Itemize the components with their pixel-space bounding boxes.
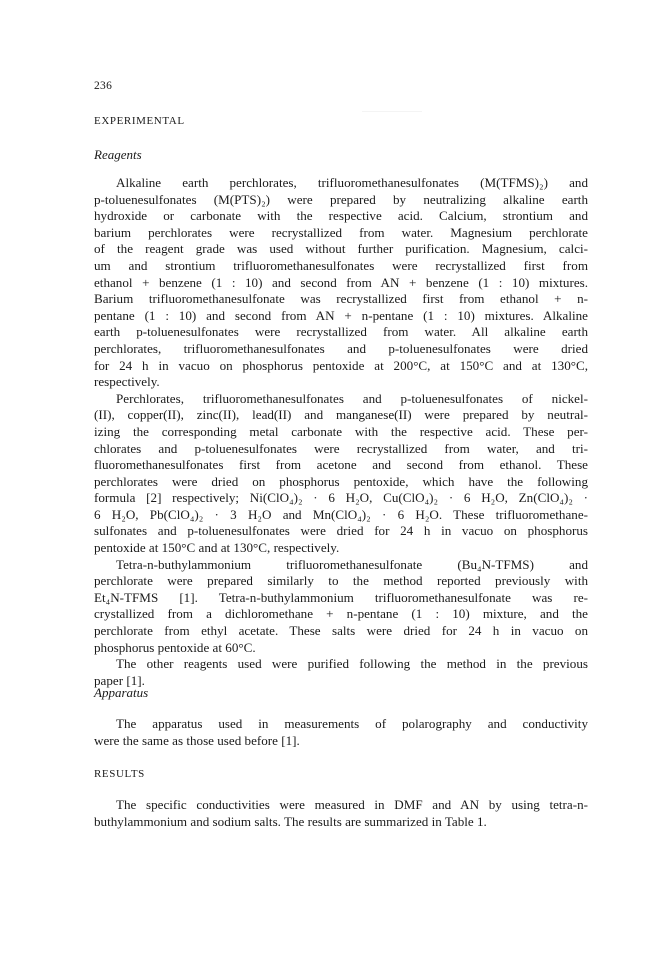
text-line: paper [1]. xyxy=(94,672,145,688)
text-line: p-toluenesulfonates (M(PTS)₂) were prepared by neutralizing alkaline earth xyxy=(94,191,588,207)
text-line: perchlorates were dried on phosphorus pentoxide, which have the following xyxy=(94,473,588,489)
text-line: perchlorate from ethyl acetate. These salts were dried for 24 h in vacuo on xyxy=(94,623,588,639)
reagents-body xyxy=(94,175,588,689)
text-line: crystallized from a dichloromethane + n-pentane (1 : 10) mixture, and the xyxy=(94,606,588,622)
text-line: pentane (1 : 10) and second from AN + n-pentane (1 : 10) mixtures. Alkaline xyxy=(94,307,588,323)
section-heading-results: RESULTS xyxy=(94,768,145,780)
text-line: of the reagent grade was used without further purification. Magnesium, calci- xyxy=(94,241,588,257)
text-line: The apparatus used in measurements of polarography and conductivity xyxy=(116,716,588,731)
text-line: perchlorate were prepared similarly to the method reported previously with xyxy=(94,573,588,589)
text-line: pentoxide at 150°C and at 130°C, respectively. xyxy=(94,540,340,556)
text-line: The other reagents used were purified following the method in the previous xyxy=(116,656,588,672)
text-line: The specific conductivities were measured in DMF and AN by using tetra-n- xyxy=(116,797,588,812)
scan-mark xyxy=(362,111,422,112)
text-line: phosphorus pentoxide at 60°C. xyxy=(94,639,256,655)
text-line: barium perchlorates were recrystallized from water. Magnesium perchlorate xyxy=(94,224,588,240)
text-line: Et₄N-TFMS [1]. Tetra-n-buthylammonium trifluoromethanesulfonate was re- xyxy=(94,589,588,605)
text-line: formula [2] respectively; Ni(ClO₄)₂ · 6 H₂O, Cu(ClO₄)₂ · 6 H₂O, Zn(ClO₄)₂ · xyxy=(94,490,588,506)
text-line: sulfonates and p-toluenesulfonates were dried for 24 h in vacuo on phosphorus xyxy=(94,523,588,539)
text-line: (II), copper(II), zinc(II), lead(II) and manganese(II) were prepared by neutral- xyxy=(94,407,588,423)
text-line: respectively. xyxy=(94,374,160,390)
page-number: 236 xyxy=(94,80,113,92)
text-line: were the same as those used before [1]. xyxy=(94,732,300,748)
text-line: for 24 h in vacuo on phosphorus pentoxide at 200°C, at 150°C and at 130°C, xyxy=(94,357,588,373)
subsection-heading-apparatus: Apparatus xyxy=(94,685,149,700)
apparatus-body xyxy=(94,716,588,749)
text-line: earth p-toluenesulfonates were recrystallized from water. All alkaline earth xyxy=(94,324,588,340)
text-line: fluoromethanesulfonates first from acetone and second from ethanol. These xyxy=(94,457,588,473)
section-heading-experimental: EXPERIMENTAL xyxy=(94,115,185,127)
text-line: Alkaline earth perchlorates, trifluoromethanesulfonates (M(TFMS)₂) and xyxy=(116,175,588,190)
text-line: buthylammonium and sodium salts. The results are summarized in Table 1. xyxy=(94,813,487,829)
text-line: um and strontium trifluoromethanesulfonates were recrystallized first from xyxy=(94,257,588,273)
text-line: chlorates and p-toluenesulfonates were recrystallized from water, and tri- xyxy=(94,440,588,456)
text-line: ethanol + benzene (1 : 10) and second from AN + benzene (1 : 10) mixtures. xyxy=(94,274,588,290)
text-line: 6 H₂O, Pb(ClO₄)₂ · 3 H₂O and Mn(ClO₄)₂ · 6 H₂O. These trifluoromethane- xyxy=(94,506,588,522)
text-line: izing the corresponding metal carbonate with the respective acid. These per- xyxy=(94,423,588,439)
text-line: Tetra-n-buthylammonium trifluoromethanesulfonate (Bu₄N-TFMS) and xyxy=(116,556,588,572)
text-line: Barium trifluoromethanesulfonate was recrystallized first from ethanol + n- xyxy=(94,291,588,307)
text-line: hydroxide or carbonate with the respective acid. Calcium, strontium and xyxy=(94,208,588,224)
text-line: perchlorates, trifluoromethanesulfonates and p-toluenesulfonates were dried xyxy=(94,340,588,356)
subsection-heading-reagents: Reagents xyxy=(94,147,142,162)
results-body xyxy=(94,797,588,830)
text-line: Perchlorates, trifluoromethanesulfonates and p-toluenesulfonates of nickel- xyxy=(116,390,588,406)
